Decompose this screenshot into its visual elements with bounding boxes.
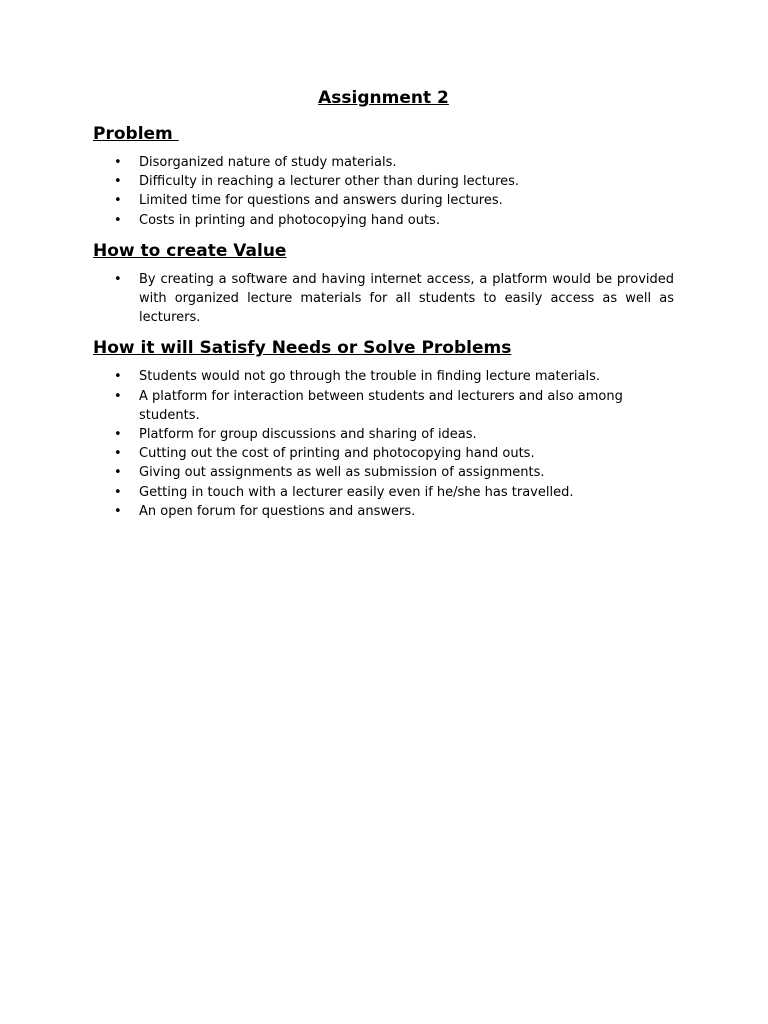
list-item <box>93 425 674 444</box>
list-item <box>93 463 674 482</box>
list-item <box>93 367 674 386</box>
document-title: Assignment 2 <box>318 88 449 108</box>
bullet-icon: • <box>114 174 122 190</box>
list-item <box>93 191 674 210</box>
list-item <box>93 444 674 463</box>
section-heading-create-value: How to create Value <box>93 240 287 261</box>
section-heading-satisfy-needs: How it will Satisfy Needs or Solve Problems <box>93 338 512 359</box>
bullet-icon: • <box>114 388 122 404</box>
list-item-text: By creating a software and having internet access, a platform would be provided with organized lecture materials for all students to easily access as well as lecturers. <box>139 271 674 326</box>
list-item <box>93 153 674 172</box>
section-satisfy-needs <box>93 336 674 521</box>
list-item <box>93 270 674 328</box>
list-item <box>93 502 674 521</box>
list-item-text: Difficulty in reaching a lecturer other than during lectures. <box>139 174 520 190</box>
list-item-text: Cutting out the cost of printing and photocopying hand outs. <box>139 446 535 462</box>
bullet-list-problem <box>93 153 674 230</box>
section-problem <box>93 122 674 230</box>
list-item <box>93 483 674 502</box>
bullet-icon: • <box>114 193 122 209</box>
document-body <box>93 86 674 530</box>
bullet-list-satisfy-needs <box>93 367 674 521</box>
list-item-text: Disorganized nature of study materials. <box>139 155 397 170</box>
list-item-text: Getting in touch with a lecturer easily even if he/she has travelled. <box>139 484 574 500</box>
bullet-icon: • <box>114 427 122 443</box>
bullet-icon: • <box>114 271 122 287</box>
list-item-text: Platform for group discussions and sharing of ideas. <box>139 427 477 443</box>
list-item-text: Costs in printing and photocopying hand outs. <box>139 212 440 228</box>
list-item <box>93 172 674 191</box>
bullet-icon: • <box>114 503 122 519</box>
section-create-value <box>93 239 674 328</box>
bullet-icon: • <box>114 155 122 170</box>
list-item-text: A platform for interaction between students and lecturers and also among students. <box>139 388 623 423</box>
section-heading-problem: Problem <box>93 124 179 144</box>
bullet-icon: • <box>114 369 122 385</box>
list-item-text: Limited time for questions and answers during lectures. <box>139 193 503 209</box>
list-item-text: Giving out assignments as well as submission of assignments. <box>139 465 545 481</box>
bullet-icon: • <box>114 484 122 500</box>
bullet-list-create-value <box>93 270 674 328</box>
list-item-text: An open forum for questions and answers. <box>139 503 416 519</box>
list-item <box>93 387 674 425</box>
bullet-icon: • <box>114 465 122 481</box>
bullet-icon: • <box>114 212 122 228</box>
list-item <box>93 211 674 230</box>
list-item-text: Students would not go through the trouble in finding lecture materials. <box>139 369 601 385</box>
bullet-icon: • <box>114 446 122 462</box>
